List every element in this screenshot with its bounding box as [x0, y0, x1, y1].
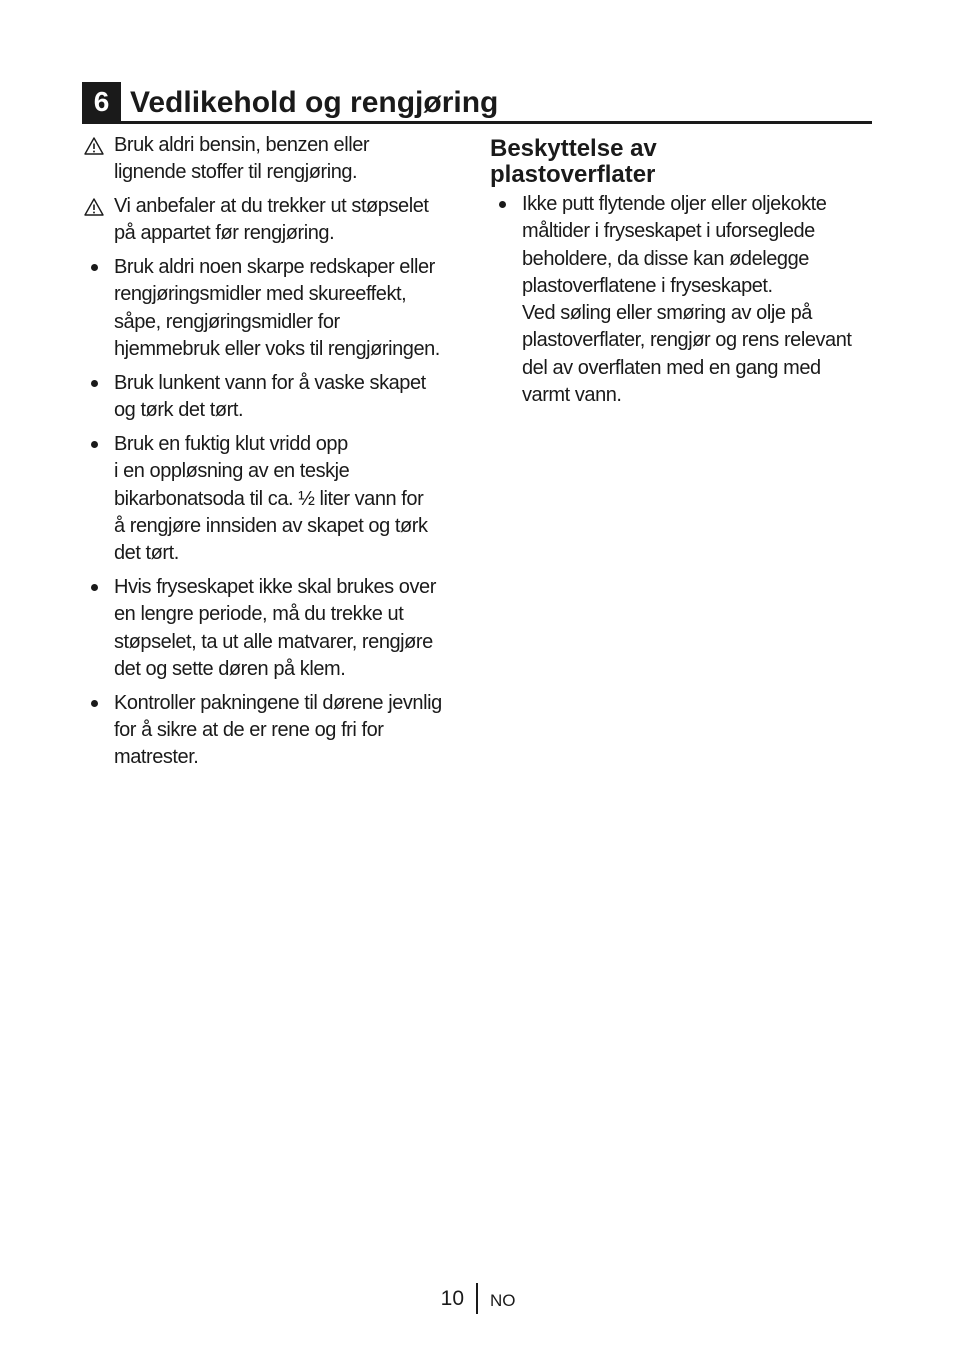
list-item [82, 132, 467, 187]
page-number: 10 [440, 1287, 464, 1310]
list-item [82, 574, 467, 683]
item-text: Vi anbefaler at du trekker ut støpselet på appartet før rengjøring. [114, 195, 429, 245]
list-item [82, 254, 467, 363]
language-code: NO [490, 1291, 516, 1310]
bullet-icon [490, 191, 514, 218]
warning-icon [82, 193, 106, 220]
list-item [82, 370, 467, 425]
item-text: Bruk aldri bensin, benzen eller lignende stoffer til rengjøring. [114, 134, 370, 184]
section-title: Vedlikehold og rengjøring [130, 86, 499, 119]
item-text: Kontroller pakningene til dørene jevnlig for å sikre at de er rene og fri for matrester. [114, 691, 442, 769]
left-column [82, 132, 467, 778]
left-instruction-list [82, 132, 467, 772]
bullet-icon [82, 690, 106, 717]
subsection-title: Beskyttelse av plastoverflater [490, 135, 657, 188]
bullet-icon [82, 254, 106, 281]
footer-divider [476, 1283, 478, 1314]
bullet-icon [82, 574, 106, 601]
item-text: Bruk lunkent vann for å vaske skapet og tørk det tørt. [114, 371, 426, 422]
item-text: Bruk en fuktig klut vridd opp i en oppløsning av en teskje bikarbonatsoda til ca. ½ liter vann for å rengjøre innsiden av skapet og tørk det tørt. [114, 432, 428, 565]
list-item [82, 431, 467, 567]
section-number-badge: 6 [82, 82, 121, 121]
right-instruction-list [490, 191, 880, 409]
page-footer [0, 1283, 954, 1315]
section-heading [82, 82, 872, 124]
bullet-icon [82, 431, 106, 458]
warning-icon [82, 132, 106, 159]
list-item [490, 191, 880, 409]
list-item [82, 690, 467, 772]
right-column [490, 132, 880, 416]
item-text: Bruk aldri noen skarpe redskaper eller rengjøringsmidler med skureeffekt, såpe, rengjøringsmidler for hjemmebruk eller voks til rengjøringen. [114, 256, 440, 361]
item-text: Ikke putt flytende oljer eller oljekokte måltider i fryseskapet i uforseglede beholdere, da disse kan ødelegge plastoverflatene i fryseskapet. Ved søling eller smøring av olje på plastoverflater, rengjør og rens relevant del av overflaten med en gang med varmt vann. [522, 193, 852, 407]
list-item [82, 193, 467, 248]
bullet-icon [82, 370, 106, 397]
item-text: Hvis fryseskapet ikke skal brukes over en lengre periode, må du trekke ut støpselet, ta ut alle matvarer, rengjøre det og sette døren på klem. [114, 575, 436, 680]
